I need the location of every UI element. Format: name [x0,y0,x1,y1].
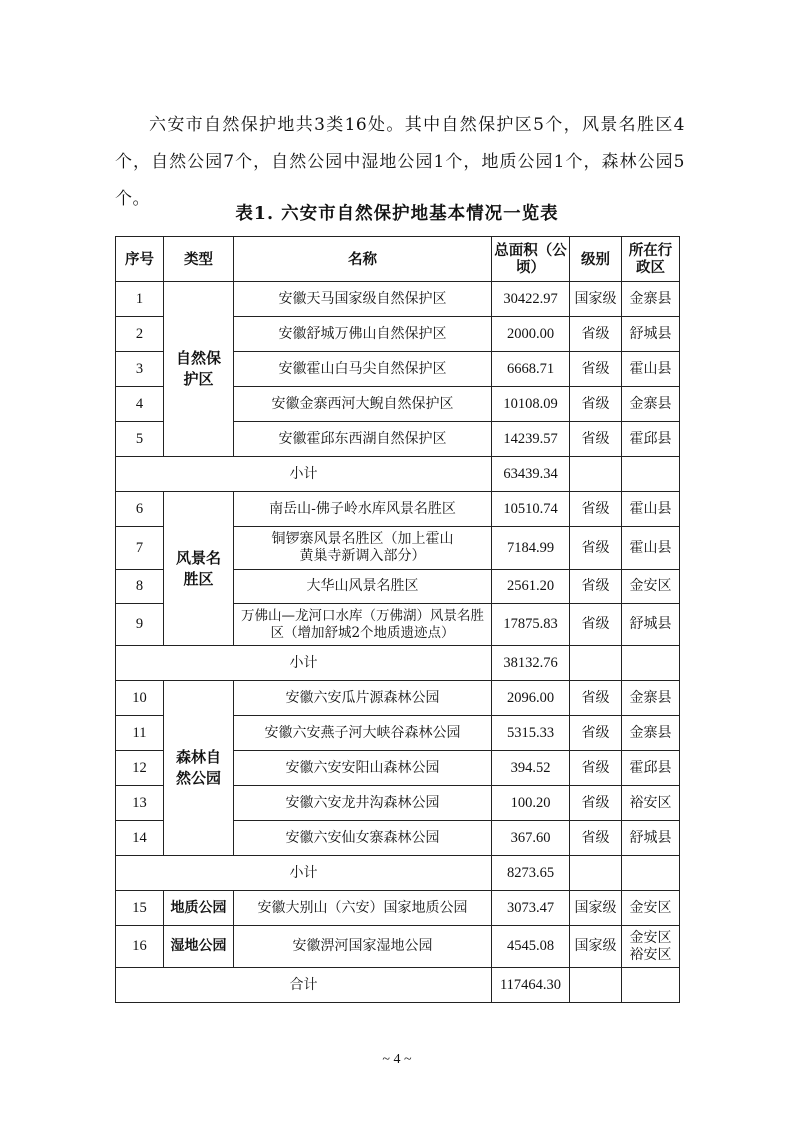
row-level: 国家级 [570,926,622,968]
row-area: 2000.00 [492,317,570,352]
empty-cell [570,968,622,1003]
row-district: 金寨县 [622,716,680,751]
empty-cell [622,457,680,492]
row-level: 省级 [570,751,622,786]
row-district: 舒城县 [622,821,680,856]
row-name: 安徽金寨西河大鲵自然保护区 [234,387,492,422]
row-no: 6 [116,492,164,527]
row-no: 4 [116,387,164,422]
header-district: 所在行政区 [622,237,680,282]
row-district: 霍邱县 [622,422,680,457]
row-level: 国家级 [570,891,622,926]
page-number: ~ 4 ~ [382,1052,412,1067]
protected-areas-table [115,236,680,1003]
empty-cell [570,457,622,492]
row-area: 2561.20 [492,570,570,604]
row-area: 30422.97 [492,282,570,317]
row-name: 南岳山-佛子岭水库风景名胜区 [234,492,492,527]
table-row [116,492,680,527]
row-district: 霍山县 [622,527,680,570]
row-no: 1 [116,282,164,317]
row-name: 安徽天马国家级自然保护区 [234,282,492,317]
total-label: 合计 [116,968,492,1003]
row-level: 省级 [570,492,622,527]
row-level: 省级 [570,821,622,856]
row-level: 省级 [570,604,622,646]
empty-cell [570,646,622,681]
row-district: 金安区 裕安区 [622,926,680,968]
row-area: 100.20 [492,786,570,821]
row-level: 省级 [570,387,622,422]
row-area: 3073.47 [492,891,570,926]
row-area: 7184.99 [492,527,570,570]
category-forest-park: 森林自然公园 [164,681,234,856]
row-district: 金寨县 [622,681,680,716]
row-no: 5 [116,422,164,457]
row-area: 10108.09 [492,387,570,422]
row-name: 安徽六安燕子河大峡谷森林公园 [234,716,492,751]
table-row [116,282,680,317]
row-district: 霍山县 [622,352,680,387]
total-row [116,968,680,1003]
category-scenic-area: 风景名胜区 [164,492,234,646]
row-district: 金安区 [622,891,680,926]
table-row [116,681,680,716]
row-level: 省级 [570,786,622,821]
row-name: 安徽淠河国家湿地公园 [234,926,492,968]
empty-cell [622,646,680,681]
subtotal-label: 小计 [116,457,492,492]
category-nature-reserve: 自然保护区 [164,282,234,457]
row-name: 安徽六安安阳山森林公园 [234,751,492,786]
row-name: 安徽六安仙女寨森林公园 [234,821,492,856]
row-district: 金安区 [622,570,680,604]
subtotal-row [116,457,680,492]
intro-paragraph: 六安市自然保护地共3类16处。其中自然保护区5个，风景名胜区4个，自然公园7个，自然公园中湿地公园1个，地质公园1个，森林公园5个。 [115,115,685,209]
row-name: 安徽霍邱东西湖自然保护区 [234,422,492,457]
subtotal-label: 小计 [116,856,492,891]
table-row [116,926,680,968]
row-no: 12 [116,751,164,786]
header-no: 序号 [116,237,164,282]
row-district: 舒城县 [622,604,680,646]
row-area: 17875.83 [492,604,570,646]
subtotal-label: 小计 [116,646,492,681]
row-name: 铜锣寨风景名胜区（加上霍山黄巢寺新调入部分） [234,527,492,570]
subtotal-value: 63439.34 [492,457,570,492]
subtotal-value: 38132.76 [492,646,570,681]
row-no: 14 [116,821,164,856]
row-no: 15 [116,891,164,926]
row-no: 9 [116,604,164,646]
row-no: 11 [116,716,164,751]
row-district: 舒城县 [622,317,680,352]
table-caption: 表1. 六安市自然保护地基本情况一览表 [235,204,559,224]
category-wetland-park: 湿地公园 [164,926,234,968]
empty-cell [570,856,622,891]
row-level: 省级 [570,681,622,716]
total-value: 117464.30 [492,968,570,1003]
table-row [116,891,680,926]
row-level: 省级 [570,570,622,604]
row-name: 安徽大别山（六安）国家地质公园 [234,891,492,926]
row-area: 4545.08 [492,926,570,968]
row-level: 省级 [570,527,622,570]
row-district: 金寨县 [622,387,680,422]
header-row [116,237,680,282]
row-area: 5315.33 [492,716,570,751]
row-area: 14239.57 [492,422,570,457]
row-district: 霍山县 [622,492,680,527]
row-name: 安徽霍山白马尖自然保护区 [234,352,492,387]
row-area: 10510.74 [492,492,570,527]
header-level: 级别 [570,237,622,282]
row-name: 万佛山—龙河口水库（万佛湖）风景名胜区（增加舒城2个地质遗迹点） [234,604,492,646]
subtotal-row [116,646,680,681]
row-no: 16 [116,926,164,968]
row-no: 3 [116,352,164,387]
row-name: 安徽舒城万佛山自然保护区 [234,317,492,352]
row-name: 大华山风景名胜区 [234,570,492,604]
row-no: 7 [116,527,164,570]
row-no: 8 [116,570,164,604]
row-district: 金寨县 [622,282,680,317]
row-level: 省级 [570,422,622,457]
row-level: 国家级 [570,282,622,317]
row-level: 省级 [570,352,622,387]
row-level: 省级 [570,317,622,352]
header-type: 类型 [164,237,234,282]
row-area: 6668.71 [492,352,570,387]
row-level: 省级 [570,716,622,751]
row-no: 13 [116,786,164,821]
empty-cell [622,856,680,891]
row-district: 裕安区 [622,786,680,821]
row-district: 霍邱县 [622,751,680,786]
empty-cell [622,968,680,1003]
row-area: 2096.00 [492,681,570,716]
subtotal-value: 8273.65 [492,856,570,891]
row-no: 10 [116,681,164,716]
row-area: 367.60 [492,821,570,856]
subtotal-row [116,856,680,891]
row-no: 2 [116,317,164,352]
header-name: 名称 [234,237,492,282]
header-area: 总面积（公顷） [492,237,570,282]
row-name: 安徽六安瓜片源森林公园 [234,681,492,716]
category-geo-park: 地质公园 [164,891,234,926]
row-name: 安徽六安龙井沟森林公园 [234,786,492,821]
row-area: 394.52 [492,751,570,786]
